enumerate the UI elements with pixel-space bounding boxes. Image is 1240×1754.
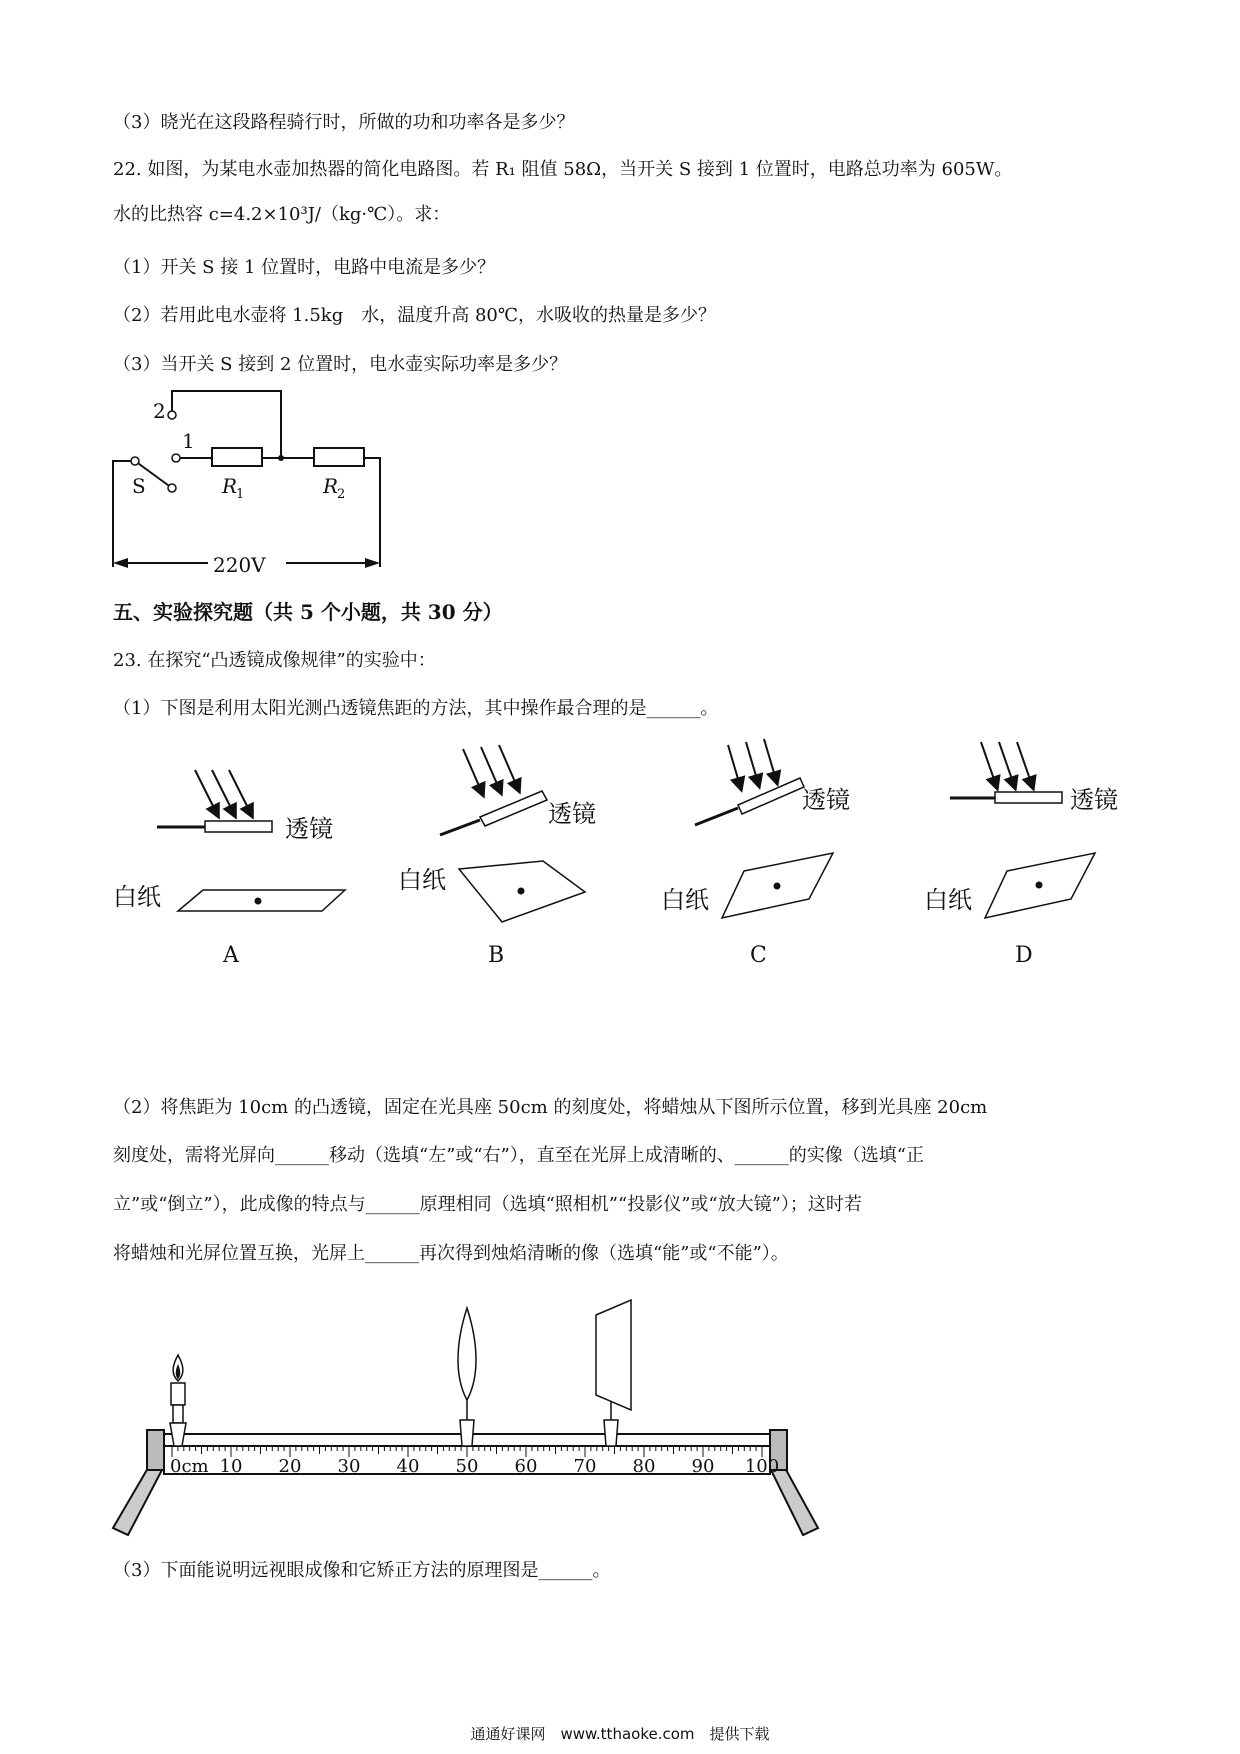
label-r1-sub: 1	[236, 487, 245, 502]
option-b-letter: B	[488, 943, 505, 968]
q23-part2-line3: 立”或“倒立”），此成像的特点与______原理相同（选填“照相机”“投影仪”或“放大镜”）；这时若	[113, 1194, 862, 1215]
q23-part3: （3）下面能说明远视眼成像和它矫正方法的原理图是______。	[113, 1560, 611, 1581]
label-pos1: 1	[182, 429, 195, 453]
page-footer: 通通好课网 www.tthaoke.com 提供下载	[470, 1725, 770, 1743]
ruler-label: 60	[514, 1456, 538, 1477]
bench-left-leg	[113, 1468, 163, 1535]
q23-part2-line2: 刻度处，需将光屏向______移动（选填“左”或“右”），直至在光屏上成清晰的、______的实像（选填“正	[113, 1145, 925, 1166]
q23-part1: （1）下图是利用太阳光测凸透镜焦距的方法，其中操作最合理的是______。	[113, 698, 719, 719]
label-voltage: 220V	[213, 553, 266, 577]
option-a-letter: A	[223, 943, 239, 968]
option-b-paper-label: 白纸	[398, 866, 446, 894]
ruler-label: 70	[573, 1456, 597, 1477]
label-switch: S	[132, 474, 146, 498]
ruler-label: 80	[632, 1456, 656, 1477]
q22-stem-line2: 水的比热容 c=4.2×10³J/（kg·℃）。求：	[113, 204, 451, 225]
option-d-lens-label: 透镜	[1070, 786, 1118, 814]
ruler-label: 90	[691, 1456, 715, 1477]
candle	[170, 1355, 186, 1446]
bench-left-end	[147, 1430, 164, 1470]
option-c-paper-label: 白纸	[661, 886, 709, 914]
ruler-label: 100	[744, 1456, 780, 1477]
q22-part1: （1）开关 S 接 1 位置时，电路中电流是多少？	[113, 257, 496, 278]
q23-part2-line4: 将蜡烛和光屏位置互换，光屏上______再次得到烛焰清晰的像（选填“能”或“不能”）。	[113, 1243, 789, 1264]
ruler-label: 20	[278, 1456, 302, 1477]
q22-stem-line1: 22. 如图，为某电水壶加热器的简化电路图。若 R₁ 阻值 58Ω，当开关 S 接到 1 位置时，电路总功率为 605W。	[113, 159, 1013, 180]
bench-right-leg	[770, 1468, 818, 1535]
ruler-label: 0cm	[170, 1456, 209, 1477]
option-a-paper-label: 白纸	[113, 883, 161, 911]
q23-part2-line1: （2）将焦距为 10cm 的凸透镜，固定在光具座 50cm 的刻度处，将蜡烛从下图所示位置，移到光具座 20cm	[113, 1097, 988, 1118]
ruler-label: 50	[455, 1456, 479, 1477]
option-a-lens-label: 透镜	[285, 815, 333, 843]
q22-part3: （3）当开关 S 接到 2 位置时，电水壶实际功率是多少？	[113, 354, 568, 375]
option-d-letter: D	[1015, 943, 1033, 968]
ruler-label: 10	[219, 1456, 243, 1477]
convex-lens	[458, 1308, 476, 1446]
ruler-label: 40	[396, 1456, 420, 1477]
label-r2: R	[323, 474, 339, 498]
light-screen	[596, 1300, 631, 1446]
q22-part2: （2）若用此电水壶将 1.5kg 水，温度升高 80℃，水吸收的热量是多少？	[113, 305, 716, 326]
option-c-lens-label: 透镜	[802, 786, 850, 814]
option-d-paper-label: 白纸	[924, 886, 972, 914]
label-r1: R	[222, 474, 238, 498]
q21-part3: （3）晓光在这段路程骑行时，所做的功和功率各是多少？	[113, 112, 575, 133]
q23-stem: 23. 在探究“凸透镜成像规律”的实验中：	[113, 650, 436, 671]
ruler-label: 30	[337, 1456, 361, 1477]
label-pos2: 2	[153, 399, 166, 423]
label-r2-sub: 2	[337, 487, 346, 502]
option-b-lens-label: 透镜	[548, 800, 596, 828]
option-c-letter: C	[750, 943, 767, 968]
section-heading: 五、实验探究题（共 5 个小题，共 30 分）	[113, 600, 503, 624]
